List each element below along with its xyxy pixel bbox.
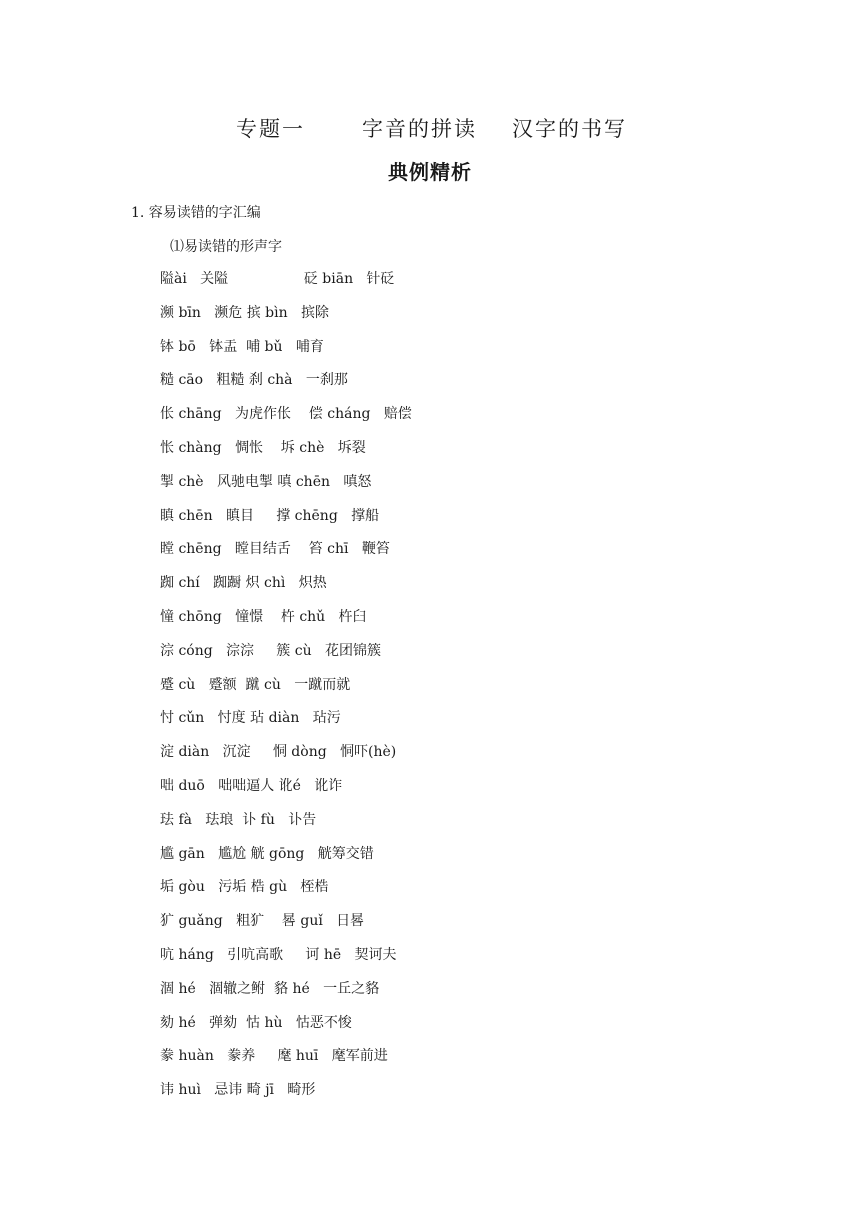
word-row: 淙 cóng 淙淙 簇 cù 花团锦簇 [160,642,381,659]
word-row: 犷 guǎng 粗犷 晷 guǐ 日晷 [160,913,365,930]
word-row: 蹙 cù 蹙额 蹴 cù 一蹴而就 [160,676,351,693]
word-row: 瞋 chēn 瞋目 撑 chēng 撑船 [160,507,380,524]
title-topic: 专题一 [236,117,305,141]
word-row: 伥 chāng 为虎作伥 偿 cháng 赔偿 [160,406,412,423]
title-pronunciation: 字音的拼读 [362,117,477,141]
word-row: 隘ài 关隘 砭 biān 针砭 [160,271,395,287]
section-heading: 1. 容易读错的字汇编 [131,205,261,221]
word-row: 怅 chàng 惆怅 坼 chè 坼裂 [160,439,366,456]
word-row: 咄 duō 咄咄逼人 讹é 讹诈 [160,777,343,794]
word-row: 踟 chí 踟蹰 炽 chì 炽热 [160,575,327,592]
word-row: 吭 háng 引吭高歌 诃 hē 契诃夫 [160,946,397,963]
word-row: 尴 gān 尴尬 觥 gōng 觥筹交错 [160,845,374,862]
word-row: 掣 chè 风驰电掣 嗔 chēn 嗔怒 [160,473,372,490]
word-row: 忖 cǔn 忖度 玷 diàn 玷污 [160,710,341,727]
word-row: 豢 huàn 豢养 麾 huī 麾军前进 [160,1048,388,1065]
section-subtitle: 典例精析 [388,160,472,184]
word-row: 珐 fà 珐琅 讣 fù 讣告 [160,811,317,828]
word-row: 淀 diàn 沉淀 恫 dòng 恫吓(hè) [160,744,397,761]
word-row: 憧 chōng 憧憬 杵 chǔ 杵臼 [160,608,367,625]
word-row: 钵 bō 钵盂 哺 bǔ 哺育 [160,338,324,355]
title-writing: 汉字的书写 [512,117,627,141]
word-row: 劾 hé 弹劾 怙 hù 怙恶不悛 [160,1014,352,1031]
page-title [0,113,860,145]
word-list [160,269,412,1114]
word-row: 糙 cāo 粗糙 刹 chà 一刹那 [160,372,348,389]
word-row: 涸 hé 涸辙之鲋 貉 hé 一丘之貉 [160,980,380,997]
word-row: 垢 gòu 污垢 梏 gù 桎梏 [160,879,329,896]
word-row: 瞠 chēng 瞠目结舌 笞 chī 鞭笞 [160,541,390,558]
sub-heading: ⑴易读错的形声字 [170,239,282,255]
word-row: 讳 huì 忌讳 畸 jī 畸形 [160,1082,316,1099]
word-row: 濒 bīn 濒危 摈 bìn 摈除 [160,304,329,321]
